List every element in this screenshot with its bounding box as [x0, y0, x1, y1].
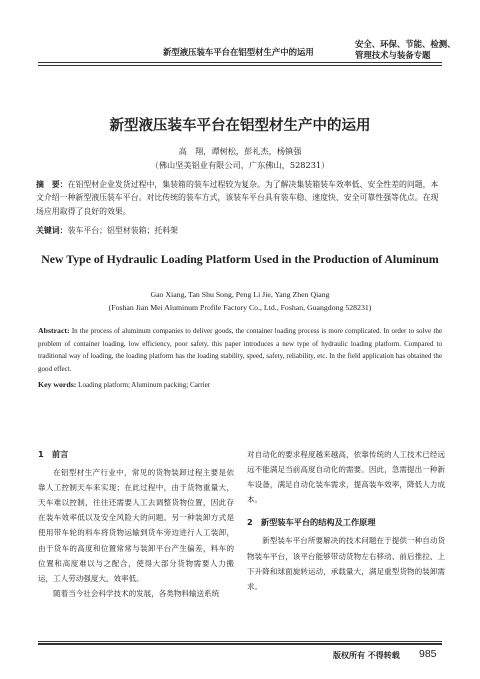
en-abstract-label: Abstract: [38, 326, 70, 335]
cn-keywords [36, 225, 446, 236]
en-keywords-text: Loading platform; Aluminum packing; Carrier [76, 381, 211, 389]
en-abstract-text: In the process of aluminum companies to deliver goods, the container loading process is more complicated. In order to solve the problem of container loading, low efficiency, poor safety, this paper introduces a new type of hydraulic loading platform. Compared to traditional way of loading, the loading platform has the loading stability, speed, safety, reliability, etc. In the field application has obtained the good effect. [38, 327, 442, 373]
column-label-line1: 安全、环保、节能、检测、 [355, 39, 456, 49]
body-column-left [38, 447, 234, 601]
cn-affiliation: （佛山坚美铝业有限公司，广东佛山，528231） [150, 160, 330, 170]
section-1-heading: 1 前言 [38, 449, 69, 459]
column-label-line2: 管理技术与装备专题 [355, 50, 431, 60]
page-number: 985 [419, 648, 437, 660]
section-1-paragraph-2: 随着当今社会科学技术的发展，各类物料输送系统 [53, 588, 220, 598]
section-1-paragraph-2-cont: 对自动化的要求程度越来越高，依靠传统的人工技术已经远远不能满足当前高度自动化的需要。因此，急需提出一种新车设备，满足自动化装车需求，提高装车效率，降低人力成本。 [247, 450, 445, 505]
cn-keywords-text: 装车平台；铝型材装箱；托料架 [67, 226, 179, 235]
header-rule-thick [38, 62, 442, 63]
en-keywords [38, 380, 442, 389]
en-title: New Type of Hydraulic Loading Platform Used in the Production of Aluminum [41, 252, 439, 266]
section-2-paragraph-1: 新型装车平台所要解决的技术问题在于提供一种自动货物装车平台，该平台能够带动货物左右移动、前后推拉、上下升降和球面旋转运动，承载量大，满足重型货物的装卸需求。 [247, 536, 445, 591]
body-column-right [247, 447, 445, 594]
column-label [355, 39, 465, 61]
cn-authors: 高 翔，谭树松，彭礼杰，杨镇强 [178, 146, 302, 156]
cn-keywords-label: 关键词： [36, 226, 68, 235]
cn-abstract-text: 在铝型材企业发货过程中，集装箱的装车过程较为复杂。为了解决集装箱装车效率低、安全性差的问题，本文介绍一种新型液压装车平台。对比传统的装车方式，该装车平台具有装车稳、速度快、安全可靠性强等优点。在现场应用取得了良好的效果。 [36, 180, 439, 216]
section-2-heading: 2 新型装车平台的结构及工作原理 [247, 517, 376, 528]
copyright-notice: 版权所有 不得转载 [333, 650, 400, 660]
footer-rule-thick [38, 643, 442, 644]
footer-rule-thin [38, 641, 442, 642]
cn-abstract [36, 178, 446, 218]
en-authors: Gao Xiang, Tan Shu Song, Peng Li Jie, Yang Zhen Qiang [150, 290, 330, 299]
section-1-paragraph-1: 在铝型材生产行业中，常见的货物装卸过程主要是依靠人工控制天车来实现；在此过程中，由于货物重量大，天车难以控制，往往还需要人工去调整货物位置，因此存在装车效率低以及安全风险大的问题。另一种装卸方式是使用带车轮的料车将货物运输到货车旁边进行人工装卸，由于货车的高度和位置常常与装卸平台产生偏差，料车的位置和高度难以与之配合，使得大部分货物需要人力搬运，工人劳动强度大，效率低。 [38, 468, 234, 583]
header-rule-thin [38, 65, 442, 66]
section-spacer [247, 507, 445, 515]
running-title: 新型液压装车平台在铝型材生产中的运用 [163, 47, 314, 57]
en-abstract [38, 325, 442, 375]
cn-abstract-label: 摘 要： [36, 180, 68, 189]
en-keywords-label: Key words: [38, 380, 77, 389]
cn-title: 新型液压装车平台在铝型材生产中的运用 [109, 117, 371, 134]
en-affiliation: (Foshan Jian Mei Aluminum Profile Factory Co., Ltd., Foshan, Guangdong 528231) [108, 303, 372, 312]
